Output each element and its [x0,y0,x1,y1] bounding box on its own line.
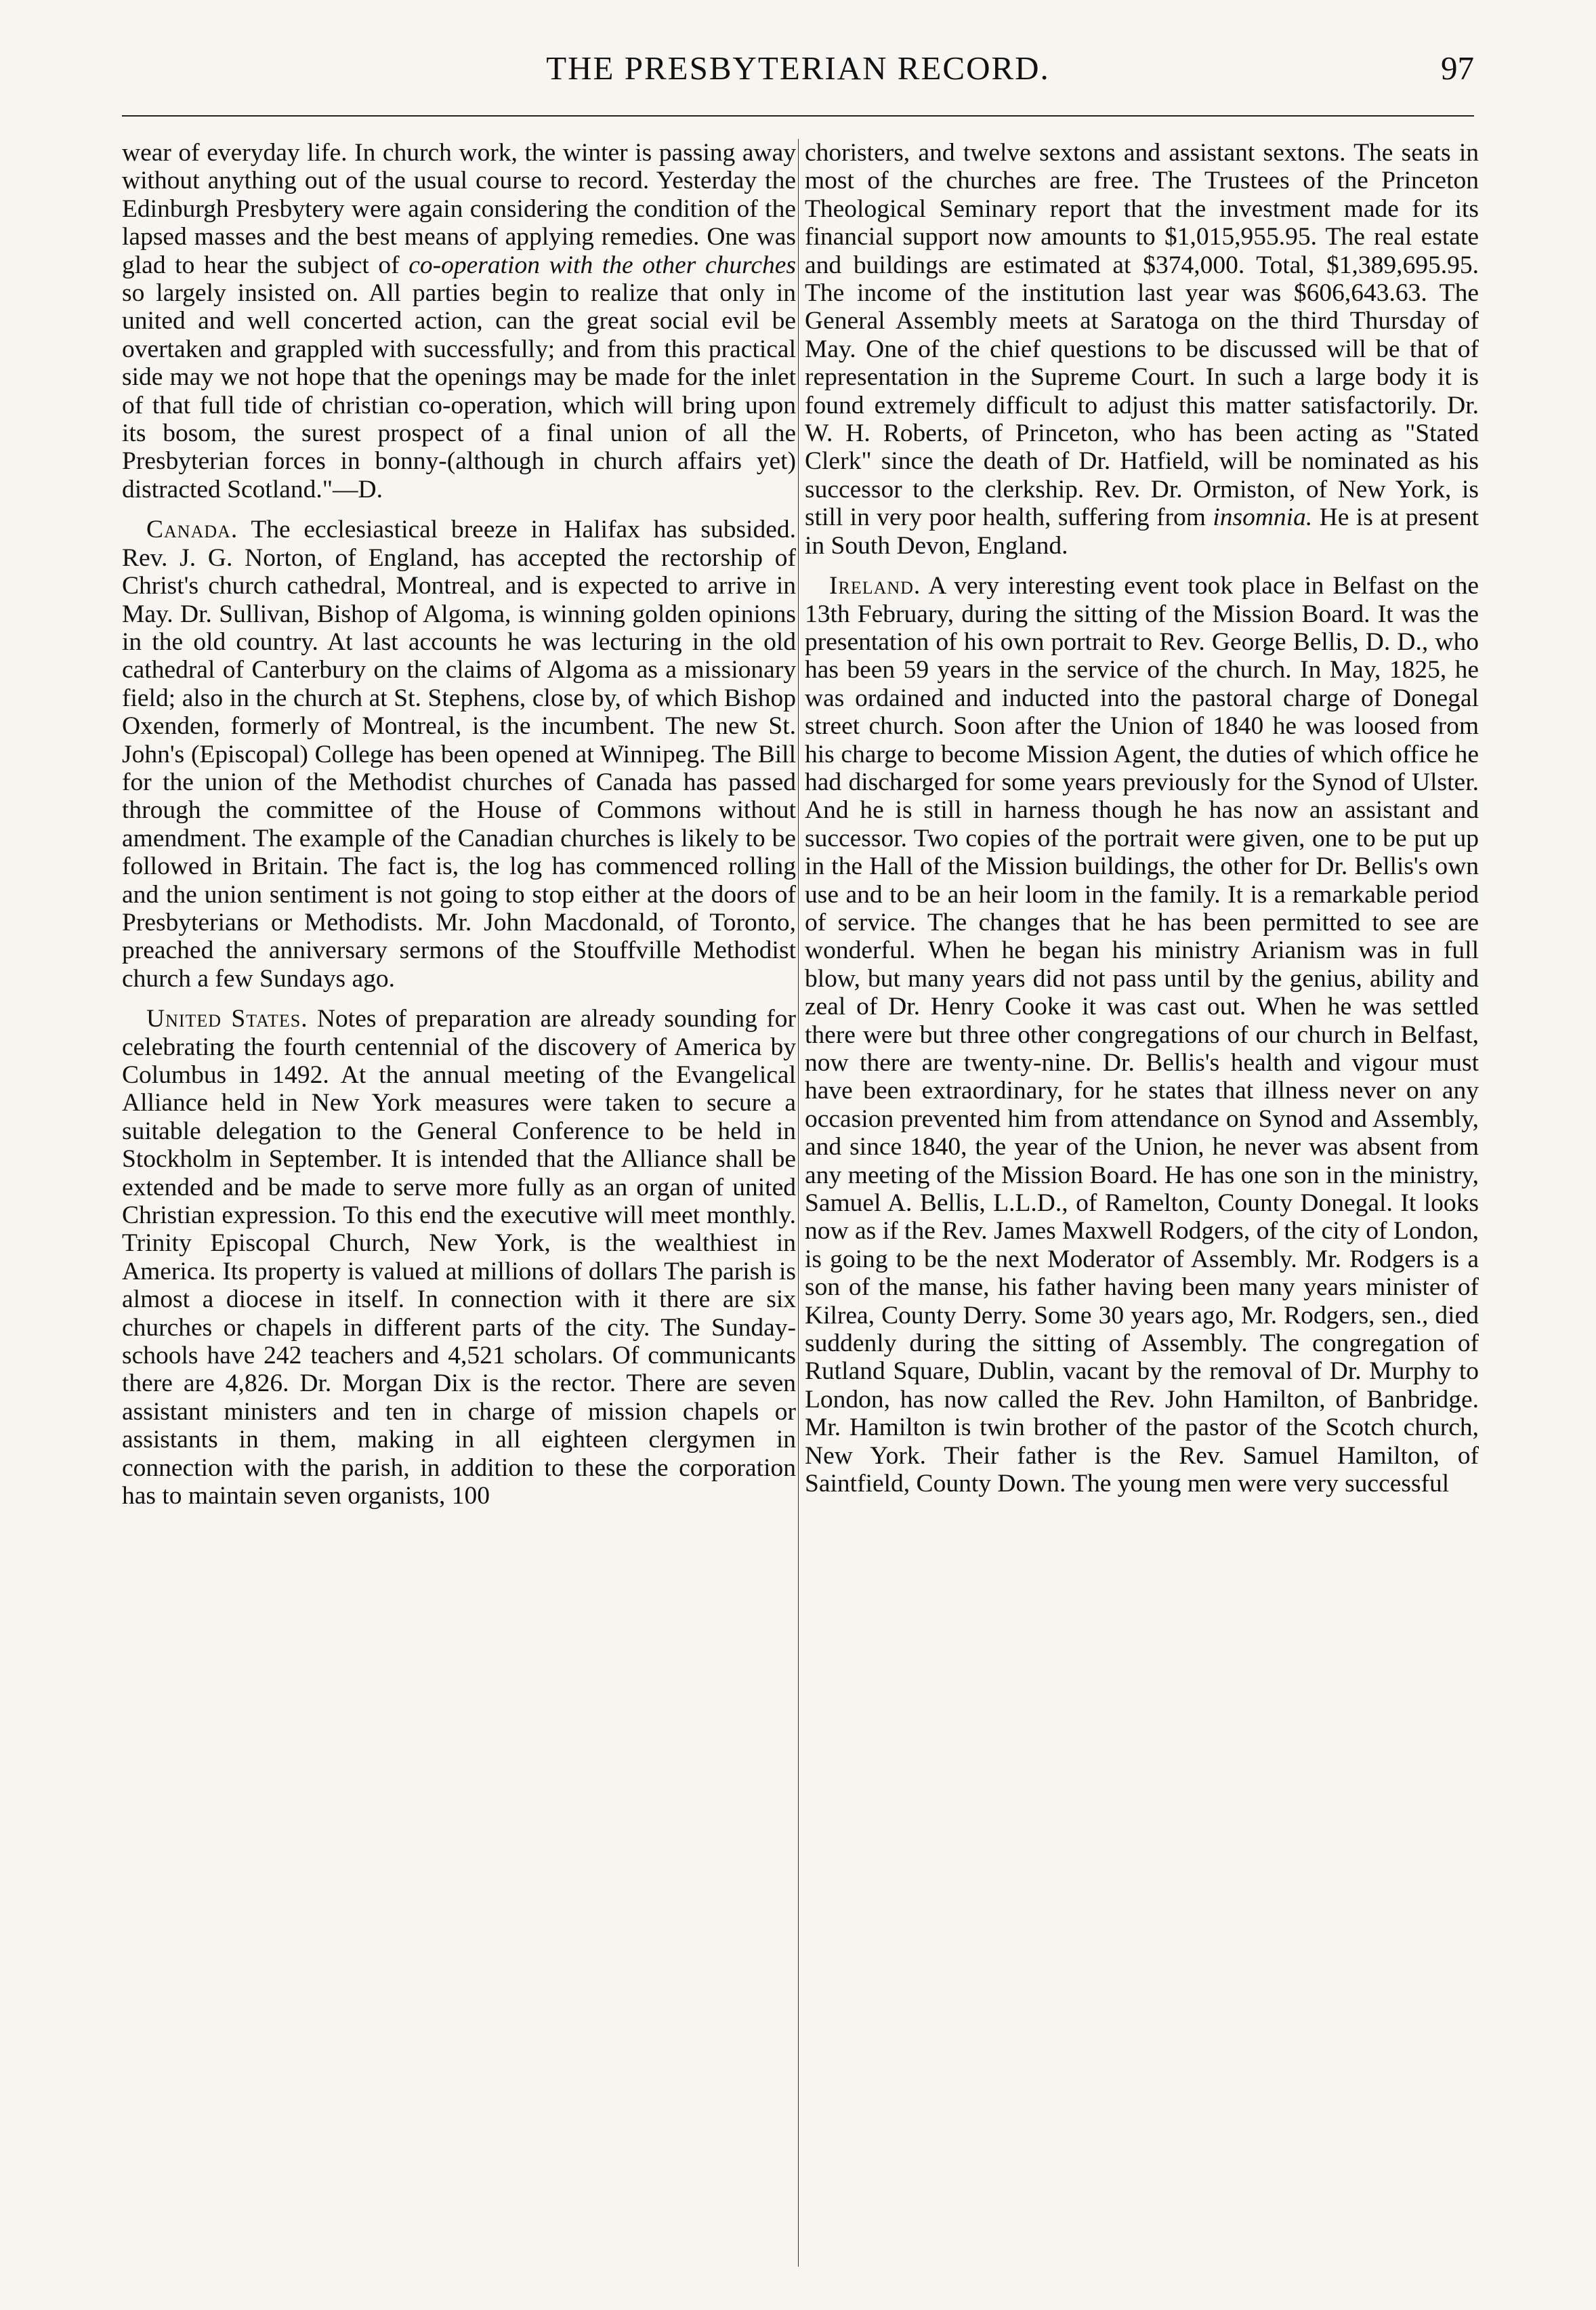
emphasis-text: insomnia. [1213,503,1313,532]
paragraph-ireland [805,572,1479,1498]
section-heading-ireland: Ireland. [829,572,921,600]
paragraph-text: A very interesting event took place in Belfast on the 13th February, during the sitting of the Mission Board. It was the presentation of his own portrait to Rev. George Bellis, D. D., who has been 59 years in the service of the church. In May, 1825, he was ordained and inducted into the pastoral charge of Donegal street church. Soon after the Union of 1840 he was loosed from his charge to become Mission Agent, the duties of which office he had discharged for some years previously for the Synod of Ulster. And he is still in harness though he has now an assistant and successor. Two copies of the portrait were given, one to be put up in the Hall of the Mission buildings, the other for Dr. Bellis's own use and to be an heir loom in the family. It is a remarkable period of service. The changes that he has been permitted to see are wonderful. When he began his ministry Arianism was in full blow, but many years did not pass until by the genius, ability and zeal of Dr. Henry Cooke it was cast out. When he was settled there were but three other congregations of our church in Belfast, now there are twenty-nine. Dr. Bellis's health and vigour must have been extraordinary, for he states that illness never on any occasion prevented him from attendance on Synod and Assembly, and since 1840, the year of the Union, he never was absent from any meeting of the Mission Board. He has one son in the ministry, Samuel A. Bellis, L.L.D., of Ramelton, County Donegal. It looks now as if the Rev. James Maxwell Rodgers, of the city of London, is going to be the next Moderator of Assembly. Mr. Rodgers is a son of the manse, his father having been many years minister of Kilrea, County Derry. Some 30 years ago, Mr. Rodgers, sen., died suddenly during the sitting of Assembly. The congregation of Rutland Square, Dublin, vacant by the removal of Dr. Murphy to London, has now called the Rev. John Hamilton, of Banbridge. Mr. Hamilton is twin brother of the pastor of the Scotch church, New York. Their father is the Rev. Samuel Hamilton, of Saintfield, County Down. The young men were very successful [805,572,1479,1498]
paragraph-text: He is at present in South Devon, England. [805,503,1479,560]
paragraph-text: wear of everyday life. In church work, the winter is passing away without anything out of the usual course to record. Yesterday the Edinburgh Presbytery were again considering the condition of the lapsed masses and the best means of applying remedies. One was glad to hear the subject of [122,139,796,279]
paragraph-text: Notes of preparation are already sounding for celebrating the fourth centennial of the discovery of America by Columbus in 1492. At the annual meeting of the Evangelical Alliance held in New York measures were taken to secure a suitable delegation to the General Conference to be held in Stockholm in September. It is intended that the Alliance shall be extended and be made to serve more fully as an organ of united Christian expression. To this end the executive will meet monthly. Trinity Episcopal Church, New York, is the wealthiest in America. Its property is valued at millions of dollars The parish is almost a diocese in itself. In connection with it there are six churches or chapels in different parts of the city. The Sunday-schools have 242 teachers and 4,521 scholars. Of communicants there are 4,826. Dr. Morgan Dix is the rector. There are seven assistant ministers and ten in charge of mission chapels or assistants in them, making in all eighteen clergymen in connection with the parish, in addition to these the corporation has to maintain seven organists, 100 [122,1005,796,1510]
paragraph-united-states [122,1005,796,1510]
journal-title: THE PRESBYTERIAN RECORD. [546,49,1050,87]
left-column [122,139,796,2267]
right-column [805,139,1479,2267]
column-divider [798,139,799,2267]
page-number: 97 [1441,49,1474,87]
running-head [122,45,1474,92]
header-rule [122,115,1474,117]
paragraph-text: The ecclesiastical breeze in Halifax has subsided. Rev. J. G. Norton, of England, has accepted the rectorship of Christ's church cathedral, Montreal, and is expected to arrive in May. Dr. Sullivan, Bishop of Algoma, is winning golden opinions in the old country. At last accounts he was lecturing in the old cathedral of Canterbury on the claims of Algoma as a missionary field; also in the church at St. Stephens, close by, of which Bishop Oxenden, formerly of Montreal, is the incumbent. The new St. John's (Episcopal) College has been opened at Winnipeg. The Bill for the union of the Methodist churches of Canada has passed through the committee of the House of Commons without amendment. The example of the Canadian churches is likely to be followed in Britain. The fact is, the log has commenced rolling and the union sentiment is not going to stop either at the doors of Presbyterians or Methodists. Mr. John Macdonald, of Toronto, preached the anniversary sermons of the Stouffville Methodist church a few Sundays ago. [122,516,796,993]
section-heading-united-states: United States. [146,1005,308,1033]
paragraph-scotland [122,139,796,503]
paragraph-text: so largely insisted on. All parties begin to realize that only in united and well concerted action, can the great social evil be overtaken and grappled with successfully; and from this practical side may we not hope that the openings may be made for the inlet of that full tide of christian co-operation, which will bring upon its bosom, the surest prospect of a final union of all the Presbyterian forces in bonny-(although in church affairs yet) distracted Scotland."—D. [122,279,796,503]
paragraph-princeton [805,139,1479,560]
paragraph-canada [122,516,796,993]
section-heading-canada: Canada. [146,516,238,544]
paragraph-text: choristers, and twelve sextons and assistant sextons. The seats in most of the churches are free. The Trustees of the Princeton Theological Seminary report that the investment made for its financial support now amounts to $1,015,955.95. The real estate and buildings are estimated at $374,000. Total, $1,389,695.95. The income of the institution last year was $606,643.63. The General Assembly meets at Saratoga on the third Thursday of May. One of the chief questions to be discussed will be that of representation in the Supreme Court. In such a large body it is found extremely difficult to adjust this matter satisfactorily. Dr. W. H. Roberts, of Princeton, who has been acting as "Stated Clerk" since the death of Dr. Hatfield, will be nominated as his successor to the clerkship. Rev. Dr. Ormiston, of New York, is still in very poor health, suffering from [805,139,1479,532]
emphasis-text: co-operation with the other churches [408,251,796,279]
